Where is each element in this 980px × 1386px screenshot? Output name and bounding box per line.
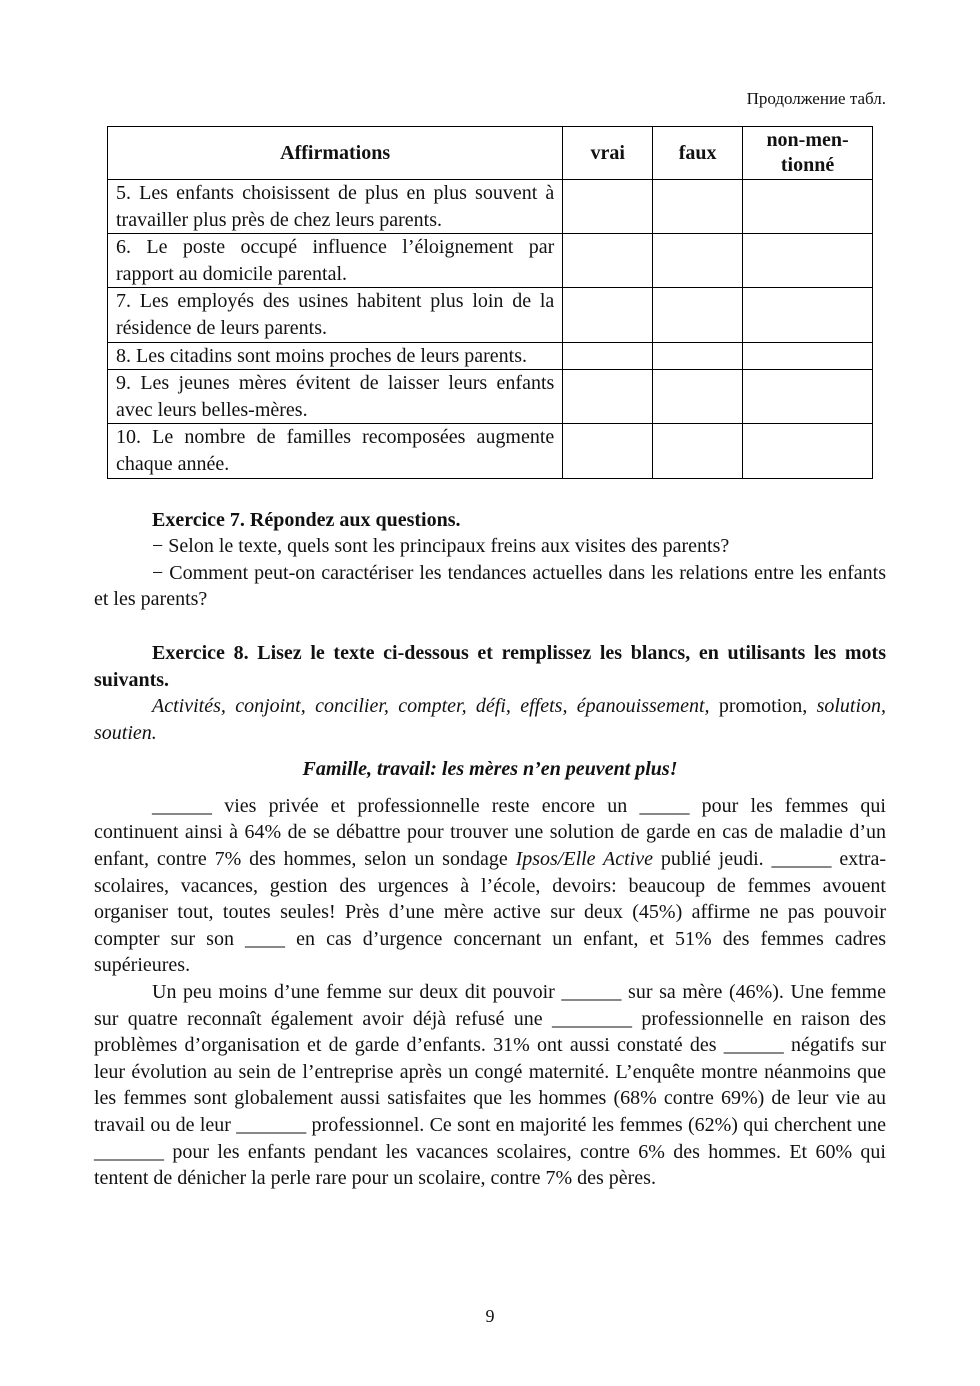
word-list-part-3: solution, soutien.: [94, 695, 887, 744]
text-title: Famille, travail: les mères n’en peuvent plus!: [302, 758, 678, 781]
header-vrai: vrai: [563, 127, 653, 180]
exercise-7-question-2: − Comment peut-on caractériser les tendances actuelles dans les relations entre les enfants et les parents?: [94, 561, 886, 611]
statement-10: 10. Le nombre de familles recomposées augmente chaque année.: [108, 424, 563, 478]
non-mentionne-cell[interactable]: [743, 288, 873, 342]
header-non-mentionne-line2: tionné: [780, 154, 835, 176]
faux-cell[interactable]: [653, 180, 743, 234]
vrai-cell[interactable]: [563, 234, 653, 288]
faux-cell[interactable]: [653, 288, 743, 342]
word-list-part-1: Activités, conjoint, concilier, compter, défi, effets, épanouissement,: [152, 695, 710, 718]
exercise-8-word-list: [94, 693, 886, 746]
continuation-label: Продолжение табл.: [746, 89, 886, 108]
page-content: [94, 88, 886, 1192]
table-row: [108, 180, 873, 234]
exercise-8-title: Exercice 8. Lisez le texte ci-dessous et remplissez les blancs, en utilisants les mots suivants.: [94, 641, 886, 691]
page-number: 9: [485, 1306, 495, 1326]
exercise-7-title: Exercice 7. Répondez aux questions.: [152, 508, 461, 531]
faux-cell[interactable]: [653, 234, 743, 288]
vrai-cell[interactable]: [563, 342, 653, 370]
non-mentionne-cell[interactable]: [743, 342, 873, 370]
header-non-mentionne-line1: non-men-: [766, 129, 849, 151]
vrai-cell[interactable]: [563, 180, 653, 234]
table-row: [108, 342, 873, 370]
non-mentionne-cell[interactable]: [743, 370, 873, 424]
text-paragraph-1: [94, 793, 886, 979]
faux-cell[interactable]: [653, 370, 743, 424]
statement-7: 7. Les employés des usines habitent plus loin de la résidence de leurs parents.: [108, 288, 563, 342]
paragraph-1-part-b: publié jeudi. ______ extra-scolaires, vacances, gestion des urgences à l’école, devoirs: beaucoup de femmes avouent organiser tout, toutes seules! Près d’une mère active sur deux (45%) affirme ne pas pouvoir compter sur son ____ en cas d’urgence concernant un enfant, et 51% des femmes cadres supérieures.: [94, 848, 886, 977]
statement-5: 5. Les enfants choisissent de plus en plus souvent à travailler plus près de chez leurs parents.: [108, 180, 563, 234]
paragraph-1-part-a: ______ vies privée et professionnelle reste encore un _____ pour les femmes qui continuent ainsi à 64% de se débattre pour trouver une solution de garde en cas de maladie d’un enfant, contre 7% des hommes, selon un sondage: [94, 794, 886, 871]
header-faux: faux: [653, 127, 743, 180]
table-row: [108, 288, 873, 342]
faux-cell[interactable]: [653, 424, 743, 478]
table-row: [108, 424, 873, 478]
non-mentionne-cell[interactable]: [743, 424, 873, 478]
survey-source: Ipsos/Elle Active: [515, 848, 653, 871]
faux-cell[interactable]: [653, 342, 743, 370]
vrai-cell[interactable]: [563, 288, 653, 342]
exercise-7-question-1: − Selon le texte, quels sont les principaux freins aux visites des parents?: [152, 535, 730, 558]
true-false-table: [107, 126, 873, 479]
header-affirmations: Affirmations: [108, 127, 563, 180]
vrai-cell[interactable]: [563, 370, 653, 424]
non-mentionne-cell[interactable]: [743, 180, 873, 234]
word-list-part-2: promotion,: [718, 695, 808, 718]
table-row: [108, 234, 873, 288]
text-paragraph-2: Un peu moins d’une femme sur deux dit pouvoir ______ sur sa mère (46%). Une femme sur quatre reconnaît également avoir déjà refusé une ________ professionnelle en raison des problèmes d’organisation et de garde d’enfants. 31% ont aussi constaté des ______ négatifs sur leur évolution au sein de l’entreprise après un congé maternité. L’enquête montre néanmoins que les femmes sont globalement aussi satisfaites que les hommes (68% contre 69%) de leur vie au travail ou de leur _______ professionnel. Ce sont en majorité les femmes (62%) qui cherchent une _______ pour les enfants pendant les vacances scolaires, contre 6% des hommes. Et 60% qui tentent de dénicher la perle rare pour un scolaire, contre 7% des pères.: [94, 981, 886, 1190]
statement-9: 9. Les jeunes mères évitent de laisser leurs enfants avec leurs belles-mères.: [108, 370, 563, 424]
statement-6: 6. Le poste occupé influence l’éloignement par rapport au domicile parental.: [108, 234, 563, 288]
table-header-row: [108, 127, 873, 180]
vrai-cell[interactable]: [563, 424, 653, 478]
statement-8: 8. Les citadins sont moins proches de leurs parents.: [108, 342, 563, 370]
header-non-mentionne: [743, 127, 873, 180]
table-row: [108, 370, 873, 424]
non-mentionne-cell[interactable]: [743, 234, 873, 288]
